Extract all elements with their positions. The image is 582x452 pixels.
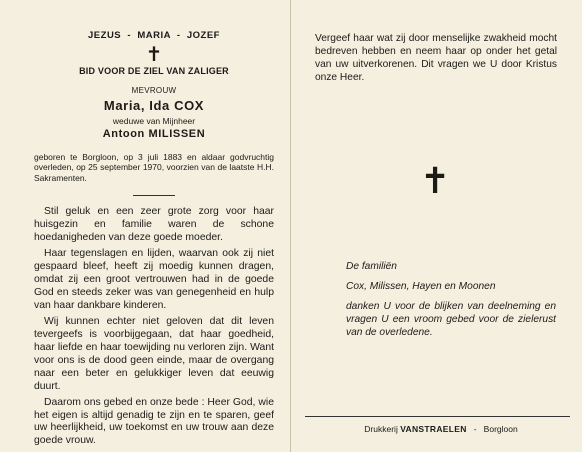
paragraph: Daarom ons gebed en onze bede : Heer God, wie het eigen is altijd genadig te zijn en te sparen, geef uw heerlijkheid, uw toekomst en uw trouw aan deze goede vrouw. bbox=[34, 396, 274, 447]
families-header: De familiën bbox=[346, 261, 397, 272]
spouse-name: Antoon MILISSEN bbox=[102, 128, 206, 140]
family-names: Cox, Milissen, Hayen en Moonen bbox=[346, 281, 496, 293]
thanks-text: danken U voor de blijken van deelneming en vragen U een vroom gebed voor de zielerust van de overledene. bbox=[346, 300, 556, 339]
paragraph: Wij kunnen echter niet geloven dat dit leven tevergeefs is voorbijgegaan, dat haar goedheid, haar liefde en haar toewijding nu verloren zijn. Want voor ons is de dood geen einde, maar de overgang naar een beter en gelukkiger leven dat eeuwig duurt. bbox=[34, 315, 274, 392]
widow-of-line: weduwe van Mijnheer bbox=[112, 116, 196, 126]
memorial-text bbox=[34, 206, 274, 448]
title-mevrouw: MEVROUW bbox=[131, 86, 177, 95]
jmj-header: JEZUS - MARIA - JOZEF bbox=[88, 30, 220, 41]
left-panel bbox=[34, 30, 274, 451]
separator-rule bbox=[133, 195, 175, 196]
printer-city: Borgloon bbox=[483, 424, 518, 434]
printer-name: VANSTRAELEN bbox=[400, 424, 467, 434]
cross-icon: ✝ bbox=[420, 161, 451, 202]
prayer-request-line: BID VOOR DE ZIEL VAN ZALIGER bbox=[79, 66, 229, 76]
birth-death-text: geboren te Borgloon, op 3 juli 1883 en aldaar godvruchtig overleden, op 25 september 1970, voorzien van de laatste H.H. Sakramenten. bbox=[34, 152, 274, 183]
printer-rule bbox=[305, 416, 570, 417]
printer-prefix: Drukkerij bbox=[364, 424, 398, 434]
deceased-name: Maria, Ida COX bbox=[103, 98, 205, 113]
cross-icon: ✝ bbox=[145, 42, 163, 66]
paragraph: Haar tegenslagen en lijden, waarvan ook zij niet gespaard bleef, heeft zij moedig kunnen dragen, omdat zij een groot vertrouwen had in de goede God en steeds zeker was van genegenheid en hulp van haar dankbare kinderen. bbox=[34, 248, 274, 311]
printer-line bbox=[316, 424, 566, 434]
forgiveness-prayer: Vergeef haar wat zij door menselijke zwakheid mocht bedreven hebben en neem haar op onder het getal van uw uitverkorenen. Dit vragen we U door Kristus onze Heer. bbox=[315, 33, 557, 83]
fold-line bbox=[290, 0, 291, 452]
printer-separator: - bbox=[473, 424, 477, 434]
family-thanks bbox=[346, 260, 556, 339]
paragraph: Stil geluk en een zeer grote zorg voor haar huisgezin en familie waren de schone hoedanigheden van deze goede moeder. bbox=[34, 206, 274, 244]
